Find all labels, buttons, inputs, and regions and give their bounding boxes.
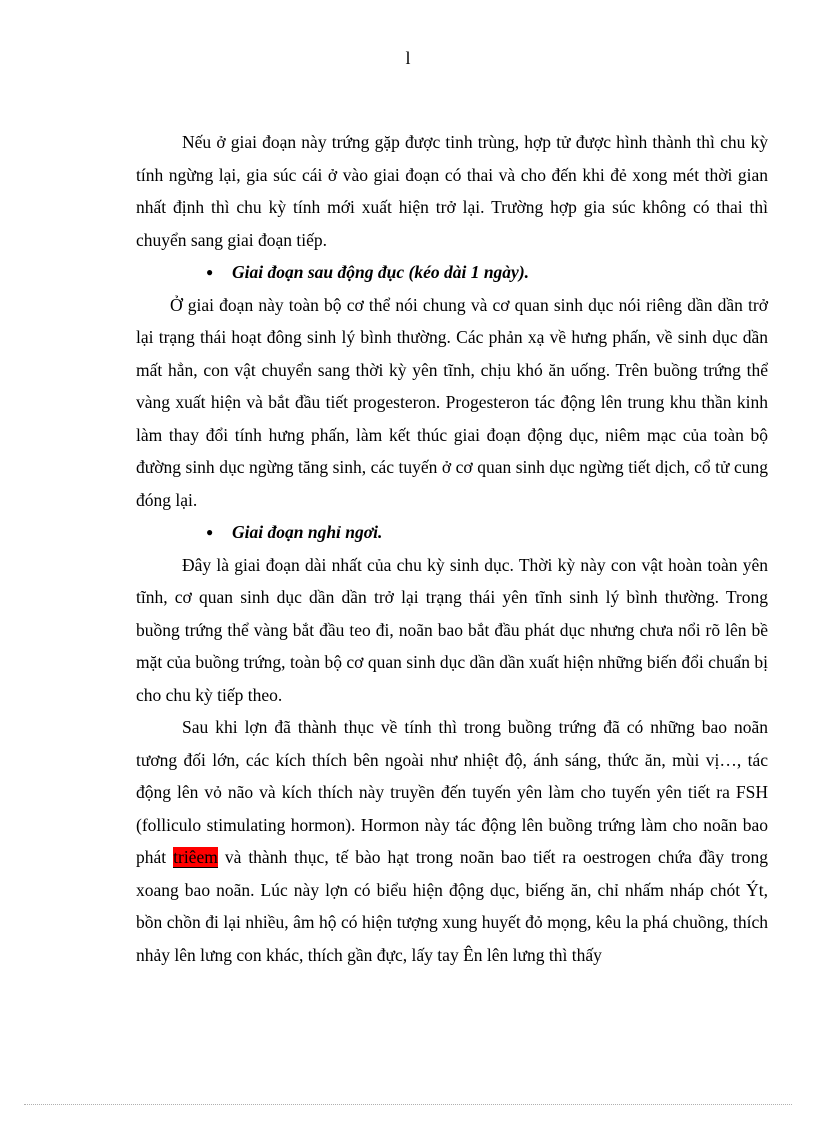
paragraph-post-estrus: Ở giai đoạn này toàn bộ cơ thể nói chung và cơ quan sinh dục nói riêng dần dần trở lại trạng thái hoạt đông sinh lý bình thường. Các phản xạ về hưng phấn, về sinh dục dần mất hẳn, con vật chuyển sang thời kỳ yên tĩnh, chịu khó ăn uống. Trên buồng trứng thể vàng xuất hiện và bắt đầu tiết progesteron. Progesteron tác động lên trung khu thần kinh làm thay đổi tính hưng phấn, làm kết thúc giai đoạn động dục, niêm mạc của toàn bộ đường sinh dục ngừng tăng sinh, các tuyến ở cơ quan sinh dục ngừng tiết dịch, cổ tử cung đóng lại. <box>136 294 768 510</box>
heading-rest-phase <box>136 516 768 549</box>
paragraph-pregnancy: Nếu ở giai đoạn này trứng gặp được tinh trùng, hợp tử được hình thành thì chu kỳ tính ngừng lại, gia súc cái ở vào giai đoạn có thai và cho đến khi đẻ xong mét thời gian nhất định thì chu kỳ tính mới xuất hiện trở lại. Trường hợp gia súc không có thai thì chuyển sang giai đoạn tiếp. <box>136 132 768 250</box>
heading-post-estrus-text: Giai đoạn sau động đục (kéo dài 1 ngày). <box>232 262 530 282</box>
heading-rest-phase-text: Giai đoạn nghỉ ngơi. <box>232 522 383 542</box>
highlighted-typo: triêem <box>173 847 218 867</box>
page-bottom-divider <box>24 1104 792 1105</box>
paragraph-rest-phase: Đây là giai đoạn dài nhất của chu kỳ sinh dục. Thời kỳ này con vật hoàn toàn yên tĩnh, cơ quan sinh dục dần dần trở lại trạng thái yên tĩnh sinh lý bình thường. Trong buồng trứng thể vàng bắt đầu teo đi, noãn bao bắt đầu phát dục nhưng chưa nổi rõ lên bề mặt của buồng trứng, toàn bộ cơ quan sinh dục dần dần xuất hiện những biến đổi chuẩn bị cho chu kỳ tiếp theo. <box>136 554 768 705</box>
document-body <box>136 126 768 971</box>
paragraph-maturity <box>136 711 768 971</box>
heading-post-estrus <box>136 256 768 289</box>
paragraph-maturity-part-1: Sau khi lợn đã thành thục về tính thì trong buồng trứng đã có những bao noãn tương đối lớn, các kích thích bên ngoài như nhiệt độ, ánh sáng, thức ăn, mùi vị…, tác động lên vỏ não và kích thích này truyền đến tuyến yên làm cho tuyến yên tiết ra FSH (folliculo stimulating hormon). Hormon này tác động lên buồng trứng làm cho noãn bao phát <box>136 717 768 867</box>
bullet-icon: ● <box>206 525 214 539</box>
paragraph-maturity-part-2: và thành thục, tế bào hạt trong noãn bao tiết ra oestrogen chứa đầy trong xoang bao noãn. Lúc này lợn có biểu hiện động dục, biếng ăn, chỉ nhấm nháp chót Ýt, bồn chồn đi lại nhiều, âm hộ có hiện tượng xung huyết đỏ mọng, kêu la phá chuồng, thích nhảy lên lưng con khác, thích gần đực, lấy tay Ên lên lưng thì thấy <box>136 847 768 965</box>
page-number: l <box>405 48 411 68</box>
bullet-icon: ● <box>206 265 214 279</box>
